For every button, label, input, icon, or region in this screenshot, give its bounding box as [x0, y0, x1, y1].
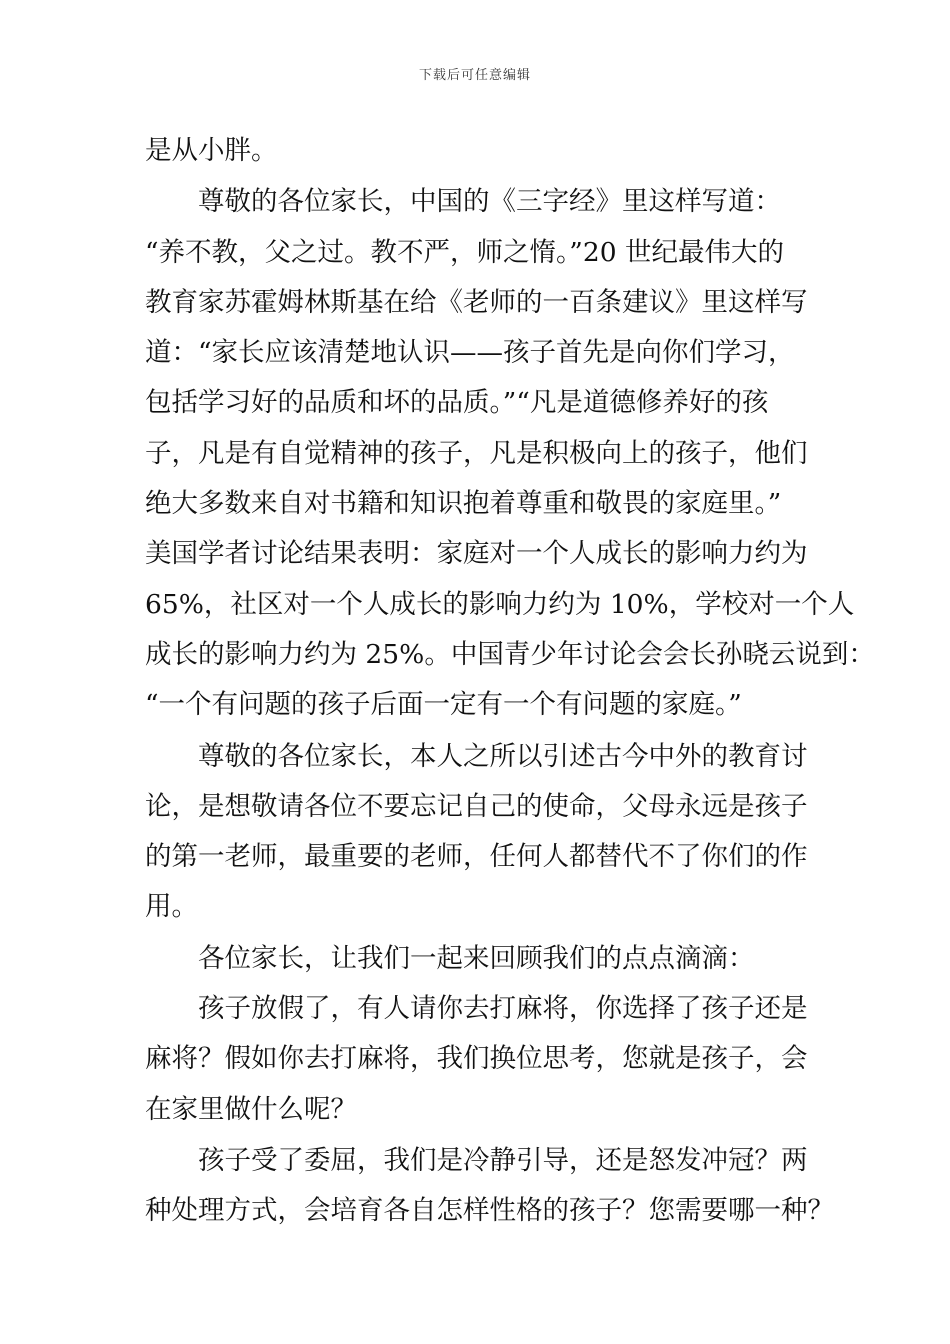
- text-line: 是从小胖。: [145, 135, 278, 166]
- text-line: 教育家苏霍姆林斯基在给《老师的一百条建议》里这样写: [145, 286, 808, 318]
- text-line: 子，凡是有自觉精神的孩子，凡是积极向上的孩子，他们: [145, 437, 808, 469]
- text-line: 麻将？假如你去打麻将，我们换位思考，您就是孩子，会: [145, 1043, 808, 1075]
- paragraph-first-line: 孩子放假了，有人请你去打麻将，你选择了孩子还是: [198, 993, 808, 1025]
- text-line: 用。: [145, 891, 198, 923]
- paragraph-first-line: 孩子受了委屈，我们是冷静引导，还是怒发冲冠？两: [198, 1144, 808, 1176]
- page-header: 下载后可任意编辑: [418, 68, 531, 83]
- paragraph-first-line: 尊敬的各位家长，中国的《三字经》里这样写道：: [198, 186, 781, 218]
- text-line: “养不教，父之过。教不严，师之惰。”20 世纪最伟大的: [145, 236, 784, 268]
- text-line: 种处理方式，会培育各自怎样性格的孩子？您需要哪一种？: [145, 1195, 834, 1227]
- text-line: 绝大多数来自对书籍和知识抱着尊重和敬畏的家庭里。”: [145, 488, 782, 520]
- text-line: 成长的影响力约为 25%。中国青少年讨论会会长孙晓云说到：: [145, 638, 875, 670]
- text-line: 的第一老师，最重要的老师，任何人都替代不了你们的作: [145, 841, 808, 873]
- text-line: 在家里做什么呢？: [145, 1093, 357, 1125]
- text-line: “一个有问题的孩子后面一定有一个有问题的家庭。”: [145, 689, 742, 721]
- paragraph-first-line: 尊敬的各位家长，本人之所以引述古今中外的教育讨: [198, 740, 808, 772]
- text-line: 道：“家长应该清楚地认识——孩子首先是向你们学习，: [145, 337, 795, 369]
- text-line: 美国学者讨论结果表明：家庭对一个人成长的影响力约为: [145, 538, 808, 570]
- document-body: [145, 126, 875, 1237]
- paragraph-first-line: 各位家长，让我们一起来回顾我们的点点滴滴：: [198, 942, 755, 974]
- text-line: 包括学习好的品质和坏的品质。”“凡是道德修养好的孩: [145, 387, 769, 419]
- text-line: 论，是想敬请各位不要忘记自己的使命，父母永远是孩子: [145, 790, 808, 822]
- text-line: 65%，社区对一个人成长的影响力约为 10%，学校对一个人: [145, 588, 855, 620]
